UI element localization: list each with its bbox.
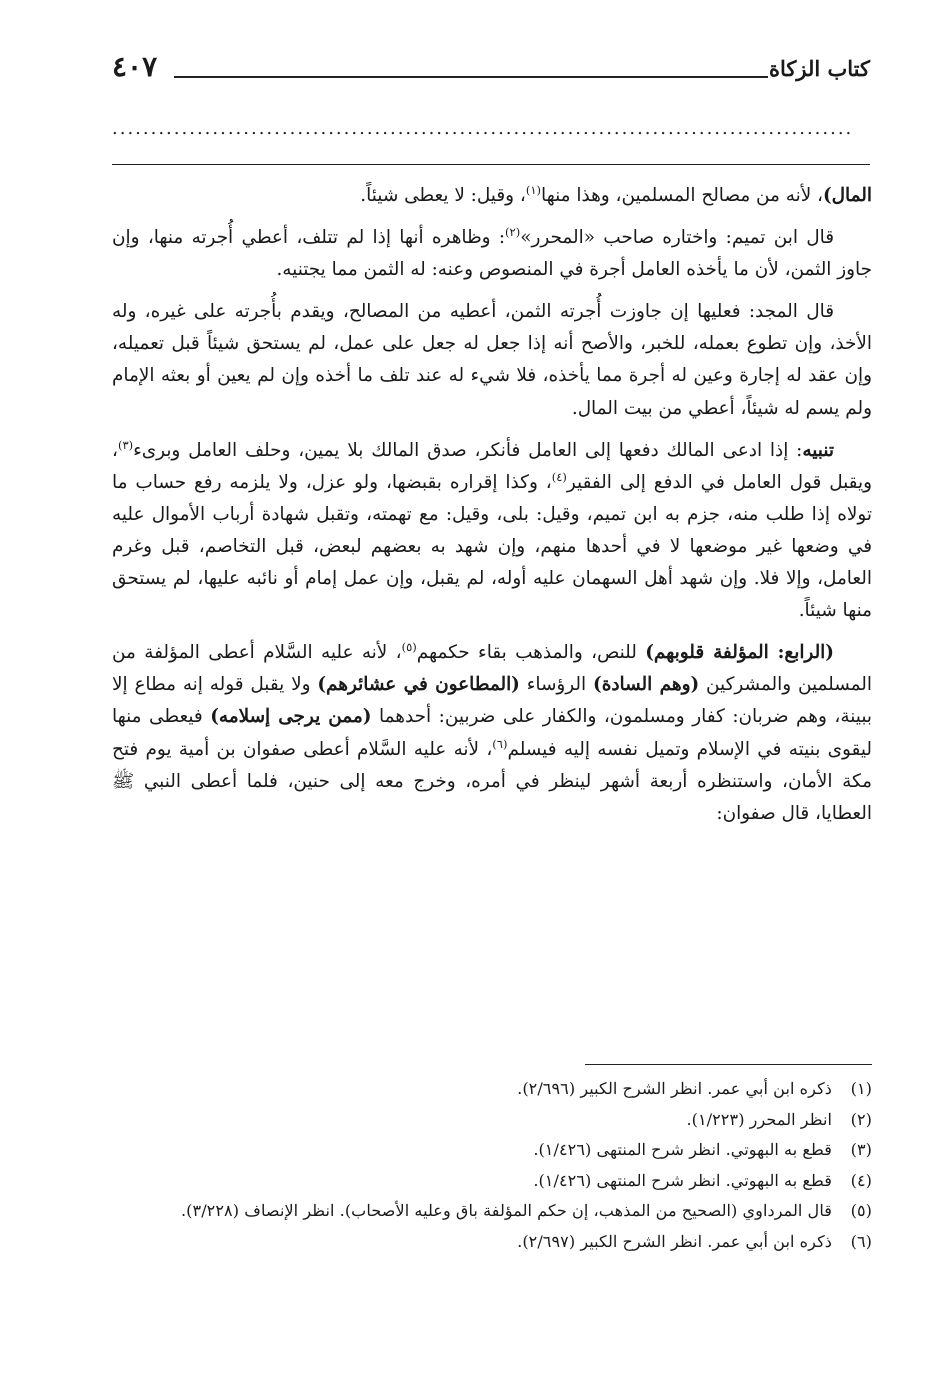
footnote-ref[interactable]: (٣) (117, 437, 134, 452)
footnote-ref[interactable]: (٥) (401, 640, 417, 655)
page-number: ٤٠٧ (112, 50, 158, 83)
footnote-ref[interactable]: (١) (525, 182, 541, 197)
bold-term: (الرابع: المؤلفة قلوبهم) (645, 642, 834, 664)
footnote-number: (٤) (850, 1170, 872, 1190)
commentary-rule (112, 164, 870, 165)
text-run: قال المجد: فعليها إن جاوزت أُجرته الثمن، أعطيه من المصالح، ويقدم بأُجرته على غيره، وله الأخذ، وإن تطوع بعمله، للخبر، والأصح أنه إذا جعل له جعل على عمل، لم يستحق شيئاً قبل تعميله، وإن عقد له إجارة وعين له أجرة مما يأخذه، فلا شيء له عند تلف ما أخذه وإن لم يعين أو بعثه الإمام ولم يسم له شيئاً، أعطي من بيت المال. (112, 301, 872, 419)
bold-term: (المطاعون في عشائرهم) (317, 674, 520, 696)
paragraph-4 (112, 435, 872, 628)
text-run: ، لأنه عليه السَّلام أعطى المؤلفة من المسلمين والمشركين (112, 642, 872, 696)
footnote-number: (٣) (850, 1140, 872, 1159)
header-rule (174, 76, 768, 78)
footnote-text: قطع به البهوتي. انظر شرح المنتهى (١/٤٢٦). (533, 1170, 832, 1190)
text-run: ، لأنه عليه السَّلام أعطى صفوان بن أمية يوم فتح مكة الأمان، واستنظره أربعة أشهر لينظر في أمره، وخرج معه إلى حنين، فلما أعطى النبي ﷺ العطايا، قال صفوان: (112, 738, 872, 824)
omission-dots: ................................................................................................ (112, 118, 854, 139)
paragraph-2 (112, 222, 872, 286)
bold-term: تنبيه (802, 439, 834, 461)
bold-term: (وهم السادة) (593, 674, 700, 696)
running-title: كتاب الزكاة (768, 56, 870, 81)
text-run: ، وكذا إقراره بقبضها، ولو عزل، ولا يلزمه رفع حساب ما تولاه إذا طلب منه، جزم به ابن تميم، وقيل: بلى، وقيل: مع تهمته، وتقبل شهادة أرباب الأموال عليه في وضعها غير موضعها لا في أحدها منهم، وإن شهد به بعضهم لبعض، قبل التخاصم، قبل وغرم العامل، وإلا فلا. وإن شهد أهل السهمان عليه أوله، لم يقبل، وإن عمل إمام أو نائبه عليها، لم يستحق منها شيئاً. (112, 471, 872, 622)
footnote-number: (٢) (850, 1109, 872, 1129)
paragraph-3 (112, 296, 872, 424)
text-run: فيعطى منها ليقوى بنيته في الإسلام وتميل نفسه إليه فيسلم (112, 706, 872, 760)
footnote-number: (١) (850, 1079, 872, 1098)
footnote-item (112, 1074, 872, 1105)
footnote-text: ذكره ابن أبي عمر. انظر الشرح الكبير (٢/٦٩٧). (517, 1231, 832, 1251)
footnote-text: انظر المحرر (١/٢٢٣). (686, 1109, 832, 1129)
text-run: للنص، والمذهب بقاء حكمهم (416, 642, 646, 664)
page-header (112, 42, 870, 92)
footnote-ref[interactable]: (٤) (551, 469, 567, 484)
footnote-text: ذكره ابن أبي عمر. انظر الشرح الكبير (٢/٦٩٦). (517, 1079, 832, 1098)
text-run: الرؤساء (519, 674, 593, 696)
footnote-item (112, 1227, 872, 1258)
bold-term: (ممن يرجى إسلامه) (210, 706, 372, 728)
text-run: : إذا ادعى المالك دفعها إلى العامل فأنكر، صدق المالك بلا يمين، وحلف العامل وبرىء (133, 439, 803, 461)
paragraph-1 (112, 180, 872, 212)
footnote-ref[interactable]: (٢) (505, 224, 521, 239)
bold-term: المال) (822, 185, 872, 206)
text-run: ، لأنه من مصالح المسلمين، وهذا منها (541, 185, 823, 206)
footnote-item (112, 1135, 872, 1166)
footnote-item (112, 1105, 872, 1136)
footnote-item (112, 1196, 872, 1227)
footnote-number: (٦) (850, 1231, 872, 1251)
footnote-item (112, 1166, 872, 1197)
text-run: ، وقيل: لا يعطى شيئاً. (360, 185, 526, 206)
text-run: ولا يقبل قوله إنه مطاع إلا ببينة، وهم ضربان: كفار ومسلمون، والكفار على ضربين: أحدهما (112, 674, 872, 728)
footnote-text: قال المرداوي (الصحيح من المذهب، إن حكم المؤلفة باق وعليه الأصحاب). انظر الإنصاف (٣/٢٢٨). (181, 1201, 832, 1220)
footnote-text: قطع به البهوتي. انظر شرح المنتهى (١/٤٢٦). (533, 1140, 832, 1159)
text-run: : وظاهره أنها إذا لم تتلف، أعطي أُجرته منها، وإن جاوز الثمن، لأن ما يأخذه العامل أجرة في المنصوص وعنه: له الثمن مما يجتنيه. (112, 227, 872, 281)
footnote-ref[interactable]: (٦) (492, 736, 508, 751)
footnote-number: (٥) (850, 1201, 872, 1220)
footnotes (112, 1074, 872, 1257)
paragraph-5 (112, 637, 872, 830)
text-run: قال ابن تميم: واختاره صاحب «المحرر» (520, 227, 835, 249)
text-run: ، ويقبل قول العامل في الدفع إلى الفقير (112, 439, 872, 493)
footnote-rule (585, 1064, 872, 1065)
main-text (112, 180, 872, 840)
